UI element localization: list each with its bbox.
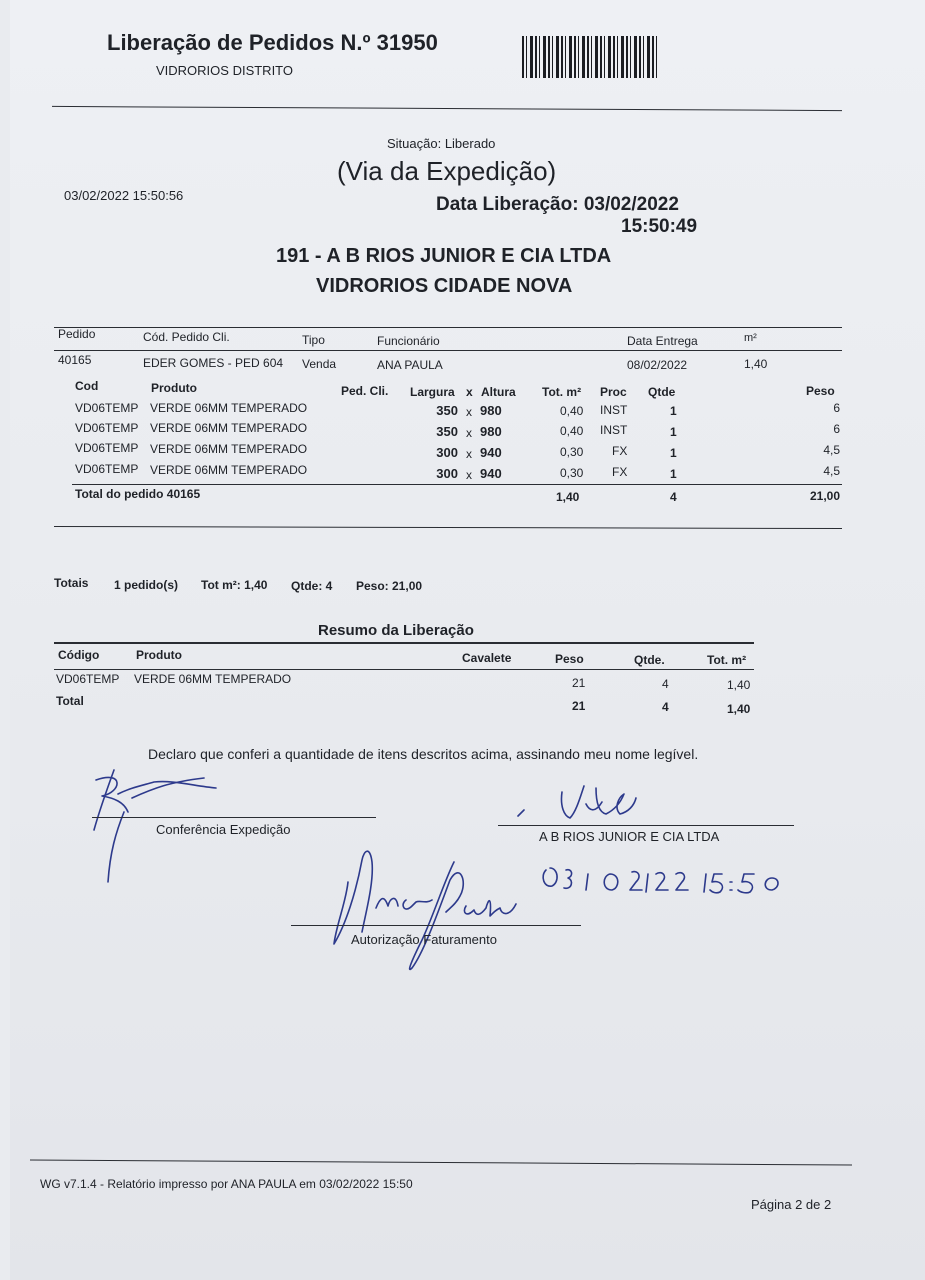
col-cod: Cod [75,379,99,393]
table-row-tot-m2: 0,40 [560,404,584,418]
table-row-x: x [466,405,472,419]
summary-col-produto: Produto [136,648,182,662]
order-m2: 1,40 [744,357,768,371]
summary-row-tot-m2: 1,40 [727,678,751,692]
table-row-x: x [466,468,472,482]
divider [72,484,842,485]
col-pedido: Pedido [58,327,96,341]
table-row-tot-m2: 0,30 [560,466,584,480]
summary-col-peso: Peso [555,652,584,666]
table-row-largura: 350 [436,403,458,418]
print-timestamp: 03/02/2022 15:50:56 [64,188,184,203]
summary-col-qtde: Qtde. [634,653,665,667]
totals-orders: 1 pedido(s) [114,578,179,592]
summary-total-qtde: 4 [662,700,669,714]
summary-row-qtde: 4 [662,677,669,691]
order-number: 40165 [58,353,92,367]
table-row-proc: INST [600,403,628,417]
totals-m2: Tot m²: 1,40 [201,578,268,592]
col-produto: Produto [151,381,197,395]
col-qtde: Qtde [648,385,676,399]
status-label: Situação: Liberado [387,136,496,151]
summary-total-peso: 21 [572,699,586,713]
company-name: VIDRORIOS DISTRITO [156,63,293,78]
col-x: x [466,385,473,399]
order-type: Venda [302,357,337,371]
summary-title: Resumo da Liberação [318,622,474,639]
table-row-altura: 940 [480,466,502,481]
col-funcionario: Funcionário [377,334,440,348]
release-date: Data Liberação: 03/02/2022 [436,194,679,215]
divider [54,327,842,328]
table-row-largura: 300 [436,445,458,460]
col-ped-cli: Ped. Cli. [341,384,389,398]
employee: ANA PAULA [377,358,443,372]
handwritten-date-text [540,860,790,900]
order-total-m2: 1,40 [556,490,580,504]
table-row-tot-m2: 0,40 [560,424,584,438]
table-row-cod: VD06TEMP [75,421,139,435]
table-row-altura: 940 [480,445,502,460]
footer-printed-by: WG v7.1.4 - Relatório impresso por ANA PAULA em 03/02/2022 15:50 [40,1177,413,1191]
summary-row-peso: 21 [572,676,586,690]
client-name: 191 - A B RIOS JUNIOR E CIA LTDA [276,245,612,267]
barcode [522,36,658,78]
authorization-signature [326,842,526,982]
table-row-proc: FX [612,444,628,458]
col-data-entrega: Data Entrega [627,334,698,348]
document-title: Liberação de Pedidos N.º 31950 [107,30,438,55]
table-row-proc: FX [612,465,628,479]
divider [54,669,754,670]
table-row-qtde: 1 [670,404,677,418]
client-company-label: A B RIOS JUNIOR E CIA LTDA [539,829,720,844]
table-row-qtde: 1 [670,425,677,439]
col-largura: Largura [410,385,455,399]
table-row-peso: 4,5 [823,443,840,457]
delivery-date: 08/02/2022 [627,358,688,372]
signature-line [92,817,376,818]
table-row-qtde: 1 [670,446,677,460]
col-peso: Peso [806,384,835,398]
summary-col-codigo: Código [58,648,100,662]
expedition-label: Conferência Expedição [156,822,291,837]
table-row-peso: 6 [833,401,840,415]
divider [54,350,842,351]
client-signature [510,772,650,832]
table-row-produto: VERDE 06MM TEMPERADO [150,401,308,415]
col-cod-pedido-cli: Cód. Pedido Cli. [143,330,230,344]
totals-peso: Peso: 21,00 [356,579,423,593]
table-row-altura: 980 [480,403,502,418]
table-row-cod: VD06TEMP [75,441,139,455]
summary-row-codigo: VD06TEMP [56,672,120,686]
table-row-altura: 980 [480,424,502,439]
declaration-text: Declaro que conferi a quantidade de itens descritos acima, assinando meu nome legível. [148,746,699,762]
via-label: (Via da Expedição) [337,156,557,186]
summary-total-tot-m2: 1,40 [727,702,751,716]
signature-line [291,925,581,926]
signature-line [498,825,794,826]
summary-col-cavalete: Cavalete [462,651,512,665]
table-row-cod: VD06TEMP [75,401,139,415]
table-row-proc: INST [600,423,628,437]
summary-row-produto: VERDE 06MM TEMPERADO [134,672,292,686]
store-name: VIDRORIOS CIDADE NOVA [316,275,573,297]
summary-col-tot-m2: Tot. m² [707,653,747,667]
totals-qtde: Qtde: 4 [291,579,333,593]
order-total-qtde: 4 [670,490,677,504]
table-row-tot-m2: 0,30 [560,445,584,459]
page-number: Página 2 de 2 [751,1197,832,1212]
col-tipo: Tipo [302,333,325,347]
col-tot-m2: Tot. m² [542,385,582,399]
totals-label: Totais [54,576,89,590]
table-row-largura: 350 [436,424,458,439]
release-time: 15:50:49 [621,216,698,237]
col-altura: Altura [481,385,516,399]
table-row-produto: VERDE 06MM TEMPERADO [150,442,308,456]
table-row-peso: 6 [833,422,840,436]
order-total-peso: 21,00 [809,489,840,503]
table-row-largura: 300 [436,466,458,481]
order-total-label: Total do pedido 40165 [75,487,201,501]
table-row-x: x [466,447,472,461]
table-row-x: x [466,426,472,440]
client-order-code: EDER GOMES - PED 604 [143,356,284,370]
table-row-produto: VERDE 06MM TEMPERADO [150,463,308,477]
table-row-peso: 4,5 [823,464,840,478]
summary-total-label: Total [56,694,84,708]
authorization-label: Autorização Faturamento [351,932,497,947]
col-proc: Proc [600,385,627,399]
col-m2: m² [744,332,757,344]
divider [54,642,754,644]
table-row-cod: VD06TEMP [75,462,139,476]
table-row-produto: VERDE 06MM TEMPERADO [150,421,308,435]
table-row-qtde: 1 [670,467,677,481]
